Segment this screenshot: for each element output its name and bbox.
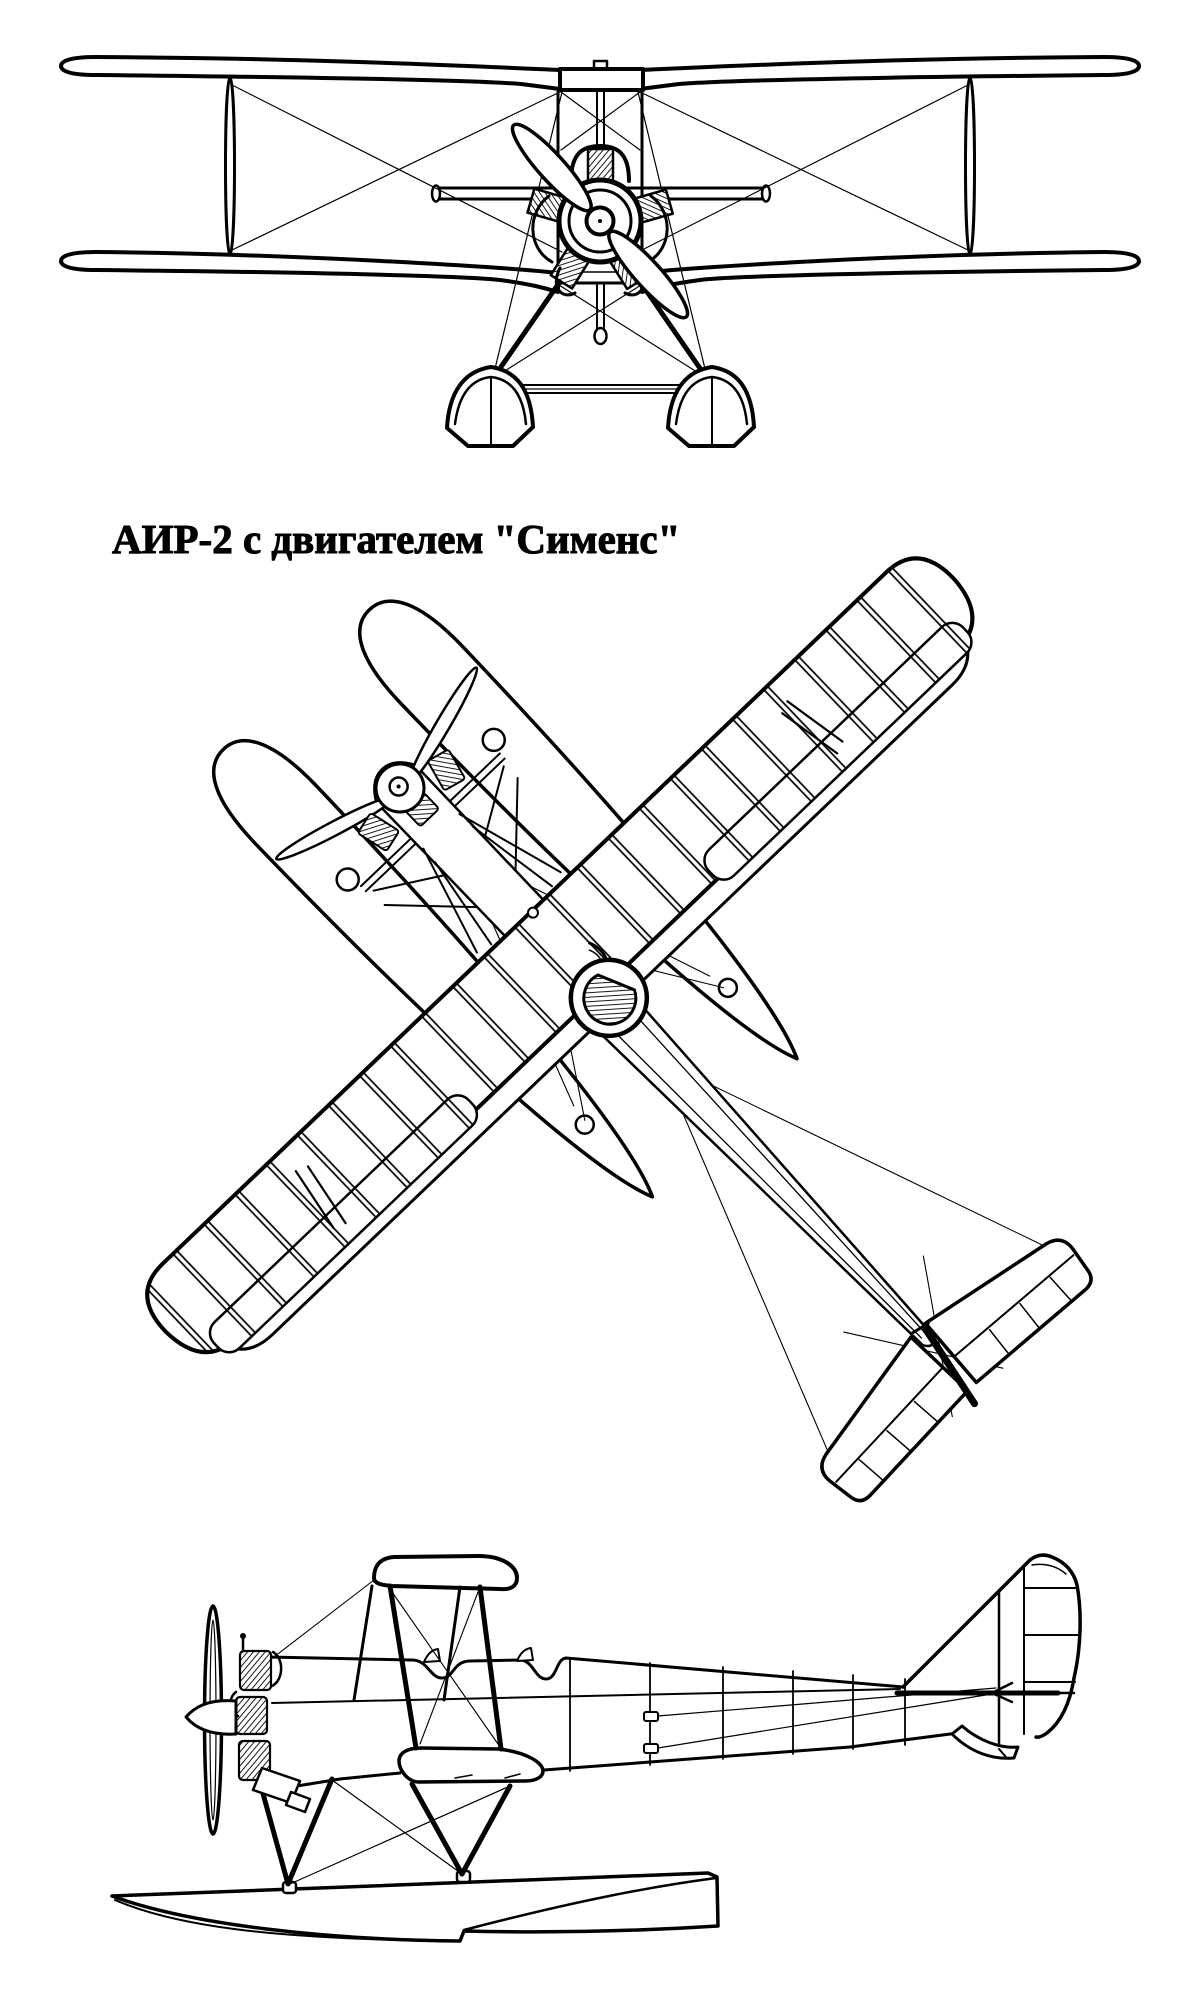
windscreen-rear bbox=[517, 1648, 533, 1661]
propeller-side bbox=[186, 1606, 236, 1834]
control-cables bbox=[658, 1688, 998, 1748]
spinner bbox=[186, 1701, 236, 1735]
water-rudder bbox=[952, 1726, 1018, 1758]
float-side bbox=[112, 1871, 718, 1941]
upper-wing bbox=[61, 57, 1139, 90]
fuselage-side bbox=[266, 1648, 998, 1791]
float-left bbox=[447, 367, 533, 446]
lower-wing-side bbox=[399, 1748, 543, 1782]
engine-side bbox=[230, 1633, 310, 1812]
tail-side bbox=[897, 1555, 1080, 1758]
float-right bbox=[668, 367, 754, 446]
upper-wing-side bbox=[374, 1556, 517, 1589]
upper-wing-plan bbox=[130, 542, 991, 1371]
windscreen-front bbox=[424, 1649, 440, 1662]
interplane-struts-side bbox=[270, 1580, 501, 1749]
front-view bbox=[61, 57, 1139, 446]
side-view bbox=[112, 1555, 1080, 1941]
figure-caption: АИР-2 с двигателем "Сименс" bbox=[112, 516, 681, 562]
